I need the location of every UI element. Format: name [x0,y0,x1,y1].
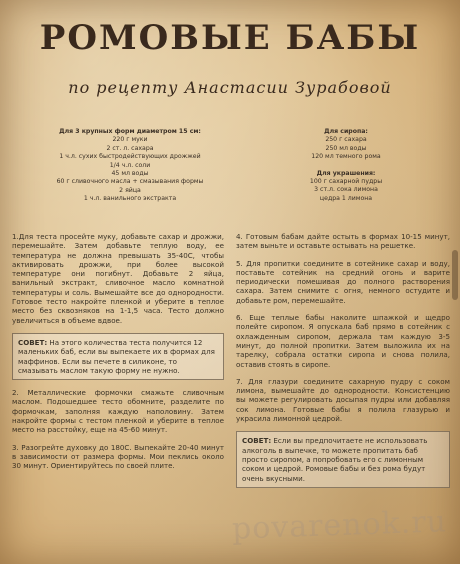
ingredients-dough-heading: Для 3 крупных форм диаметром 15 см: [59,128,201,135]
ingredient-item: 2 ст. л. сахара [106,144,154,152]
step-5: 5. Для пропитки соедините в сотейнике сахар и воду, поставьте сотейник на средний огонь и варите периодически помешивая до полного растворения сахара. Затем снимите с огня, немного остудите и добавьте ром, перемешайте. [236,258,450,305]
ingredient-item: цедра 1 лимона [319,194,373,202]
step-7: 7. Для глазури соедините сахарную пудру с соком лимона, вымешайте до однородности. Консистенцию вы можете регулировать досыпая пудры или добавляя сок лимона. Готовые бабы я полила глазурью и украсила лимонной цедрой. [236,376,450,424]
watermark: povarenok.ru [231,504,448,547]
ingredient-item: 45 мл воды [111,170,149,178]
step-6: 6. Еще теплые бабы наколите шпажкой и щедро полейте сиропом. Я опускала баб прямо в сотейник с охлажденным сиропом, держала там каждую 3-5 минут, до полной пропитки. Затем выложила их на тарелку, собрала остатки сиропа и снова полила, оставив стоять в сиропе. [236,313,450,369]
steps-column-left [12,232,224,479]
step-4: 4. Готовым бабам дайте остыть в формах 10-15 минут, затем выньте и оставьте остывать на решетке. [236,232,450,251]
ingredient-item: 250 г сахара [325,136,367,144]
ingredient-item: 100 г сахарной пудры [309,178,383,186]
tip-label: СОВЕТ: [18,337,48,347]
tip-label: СОВЕТ: [242,436,272,446]
step-3: 3. Разогрейте духовку до 180С. Выпекайте 20-40 минут в зависимости от размера формы. Мои пеклись около 30 минут. Ориентируйтесь по своей плите. [12,442,224,471]
ingredient-item: 1 ч.л. ванильного экстракта [83,195,177,203]
page-subtitle: по рецепту Анастасии Зурабовой [68,78,392,97]
step-1: 1.Для теста просейте муку, добавьте сахар и дрожжи, перемешайте. Затем добавьте теплую воду, ее температура не должна превышать 35-40С, чтобы активировать дрожжи, при более высокой температуре они погибнут. Добавьте 2 яйца, ванильный экстракт, сливочное масло комнатной температуры и соль. Вымешайте все до однородности. Готовое тесто накройте пленкой и уберите в теплое место без сквозняков на 1-1,5 часа. Тесто должно увеличиться в объеме вдвое. [12,232,224,325]
ingredient-item: 250 мл воды [325,144,367,152]
ingredient-item: 220 г муки [112,136,148,144]
ingredient-item: 1 ч.л. сухих быстродействующих дрожжей [59,153,201,161]
tip-box-no-alcohol [236,431,450,487]
ingredient-item: 3 ст.л. сока лимона [314,186,378,194]
ingredients-decor-heading: Для украшения: [316,169,376,177]
page-title: РОМОВЫЕ БАБЫ [39,18,421,58]
ingredient-item: 1/4 ч.л. соли [109,161,151,169]
ingredient-item: 2 яйца [119,186,141,194]
tip-text: Если вы предпочитаете не использовать алкоголь в выпечке, то можете пропитать баб просто сиропом, а попробовать его с лимонным соком и цедрой. Ромовые бабы и без рома будут очень вкусными. [242,436,428,483]
ingredient-item: 120 мл темного рома [311,153,381,161]
ingredients-syrup-heading: Для сиропа: [324,128,368,135]
next-slide-handle[interactable] [452,250,458,300]
ingredients-dough [40,128,220,204]
step-2: 2. Металлические формочки смажьте сливочным маслом. Подошедшее тесто обомните, разделите по формочкам, заполняя каждую наполовину. Затем накройте формы с тестом пленкой и уберите в теплое место на расстойку, еще на 45-60 минут. [12,388,224,435]
tip-box-molds [12,333,224,380]
ingredient-item: 60 г сливочного масла + смазывания формы [56,178,204,186]
steps-column-right [236,232,450,496]
tip-text: На этого количества теста получится 12 маленьких баб, если вы выпекаете их в формах для маффинов. Если вы печете в силиконе, то смазывать маслом такую форму не нужно. [18,337,215,375]
ingredients-syrup-decor [262,128,430,203]
